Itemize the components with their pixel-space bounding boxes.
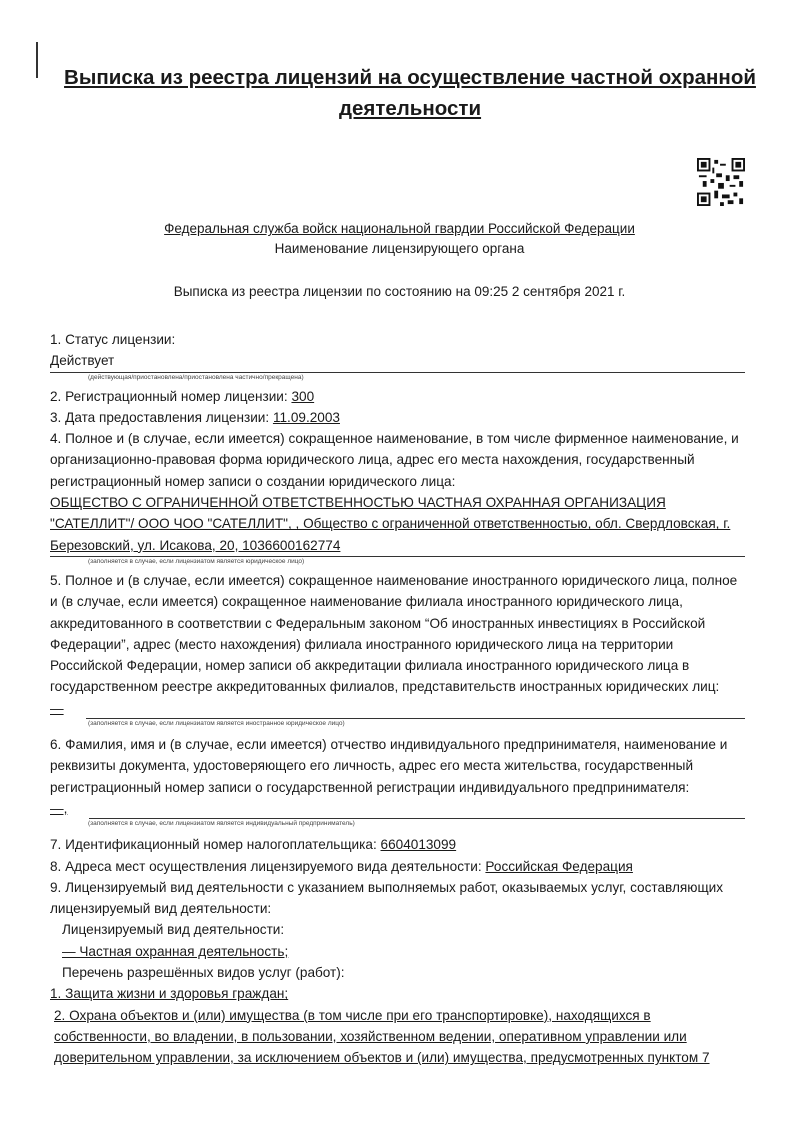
document-title: Выписка из реестра лицензий на осуществление частной охранной деятельности bbox=[64, 66, 756, 120]
services-label: Перечень разрешённых видов услуг (работ): bbox=[62, 965, 345, 981]
license-date: 3. Дата предоставления лицензии: 11.09.2003 bbox=[50, 409, 340, 425]
agency-caption: Наименование лицензирующего органа bbox=[274, 241, 525, 256]
foreign-entity-label: 5. Полное и (в случае, если имеется) сокращенное наименование иностранного юридического лица, полное и (в случае, если имеется) сокращенное наименование филиала иностранного юридического лица, аккредитованного в соответствии с Федеральным законом “Об иностранных инвестициях в Российской Федерации”, адрес (место нахождения) филиала иностранного юридического лица на территории Российской Федерации, номер записи об аккредитации филиала иностранного юридического лица в государственном реестре аккредитованных филиалов, представительств иностранных юридических лиц: bbox=[50, 572, 738, 695]
document-body bbox=[50, 329, 745, 1069]
activity-label: 9. Лицензируемый вид деятельности с указанием выполняемых работ, оказываемых услуг, составляющих лицензируемый вид деятельности: bbox=[50, 879, 724, 917]
foreign-entity-value: — bbox=[50, 700, 64, 716]
foreign-entity-hint: (заполняется в случае, если лицензиатом является иностранное юридическое лицо) bbox=[88, 720, 345, 728]
status-hint: (действующая/приостановлена/приостановлена частично/прекращена) bbox=[88, 373, 304, 381]
qr-code-icon bbox=[697, 157, 745, 207]
legal-entity-hint: (заполняется в случае, если лицензиатом является юридическое лицо) bbox=[88, 557, 305, 565]
service-2: 2. Охрана объектов и (или) имущества (в том числе при его транспортировке), находящихся в собственности, во владении, в пользовании, хозяйственном ведении, оперативном управлении или доверительном управлении, за исключением объектов и (или) имущества, предусмотренных пунктом 7 bbox=[54, 1007, 710, 1066]
activity-kind-value: — Частная охранная деятельность; bbox=[62, 943, 289, 959]
legal-entity-value: ОБЩЕСТВО С ОГРАНИЧЕННОЙ ОТВЕТСТВЕННОСТЬЮ ЧАСТНАЯ ОХРАННАЯ ОРГАНИЗАЦИЯ "САТЕЛЛИТ"/ ООО ЧОО "САТЕЛЛИТ", , Общество с ограниченной ответственностью, обл. Свердловская, г. Березовский, ул. Исакова, 20, 1036600162774 bbox=[50, 492, 745, 557]
entrepreneur-hint: (заполняется в случае, если лицензиатом является индивидуальный предприниматель) bbox=[88, 820, 355, 828]
legal-entity-label: 4. Полное и (в случае, если имеется) сокращенное наименование, в том числе фирменное наименование, и организационно-правовая форма юридического лица, адрес его места нахождения, государственный регистрационный номер записи о создании юридического лица: bbox=[50, 431, 739, 489]
activity-address: 8. Адреса мест осуществления лицензируемого вида деятельности: Российская Федерация bbox=[50, 858, 633, 874]
licensing-authority bbox=[0, 219, 799, 259]
inn: 7. Идентификационный номер налогоплательщика: 6604013099 bbox=[50, 837, 457, 853]
activity-kind-label: Лицензируемый вид деятельности: bbox=[62, 922, 285, 938]
statement-date: Выписка из реестра лицензии по состоянию на 09:25 2 сентября 2021 г. bbox=[173, 284, 626, 299]
agency-name: Федеральная служба войск национальной гвардии Российской Федерации bbox=[164, 221, 635, 236]
pen-mark bbox=[36, 42, 38, 78]
service-1: 1. Защита жизни и здоровья граждан; bbox=[50, 986, 289, 1002]
entrepreneur-value: —, bbox=[50, 800, 68, 816]
status-label: 1. Статус лицензии: bbox=[50, 332, 176, 347]
status-value: Действует bbox=[50, 350, 745, 372]
entrepreneur-label: 6. Фамилия, имя и (в случае, если имеется) отчество индивидуального предпринимателя, наименование и реквизиты документа, удостоверяющего его личность, адрес его места жительства, государственный регистрационный номер записи о государственной регистрации индивидуального предпринимателя: bbox=[50, 737, 728, 795]
reg-number: 2. Регистрационный номер лицензии: 300 bbox=[50, 388, 315, 404]
